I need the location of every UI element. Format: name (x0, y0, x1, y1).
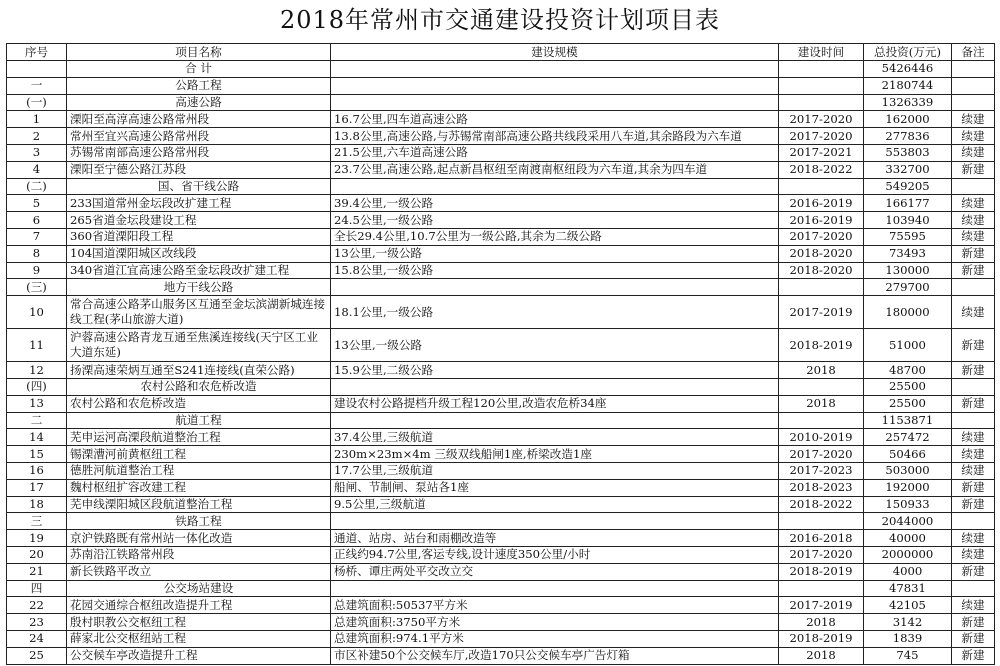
cell-investment: 5426446 (864, 61, 952, 78)
table-row (7, 580, 995, 597)
cell-investment: 549205 (864, 178, 952, 195)
cell-note (952, 279, 995, 296)
project-table (6, 43, 995, 665)
cell-note: 续建 (952, 195, 995, 212)
cell-time: 2017-2020 (779, 228, 864, 245)
cell-note: 新建 (952, 614, 995, 631)
table-row (7, 111, 995, 128)
table-row (7, 479, 995, 496)
table-row (7, 614, 995, 631)
table-row (7, 212, 995, 229)
cell-no: 23 (7, 614, 67, 631)
cell-scale (331, 77, 779, 94)
cell-project-name: 360省道溧阳段工程 (67, 228, 331, 245)
cell-scale: 总建筑面积:3750平方米 (331, 614, 779, 631)
cell-scale: 9.5公里,三级航道 (331, 496, 779, 513)
cell-note: 续建 (952, 597, 995, 614)
cell-project-name: 农村公路和农危桥改造 (67, 395, 331, 412)
header-cell-scale: 建设规模 (331, 44, 779, 61)
cell-note: 新建 (952, 362, 995, 379)
cell-project-name: 合 计 (67, 61, 331, 78)
cell-no: 10 (7, 296, 67, 329)
cell-investment: 332700 (864, 161, 952, 178)
cell-investment: 3142 (864, 614, 952, 631)
cell-scale: 全长29.4公里,10.7公里为一级公路,其余为二级公路 (331, 228, 779, 245)
cell-no: 三 (7, 513, 67, 530)
table-row (7, 395, 995, 412)
cell-time (779, 279, 864, 296)
cell-no: 13 (7, 395, 67, 412)
cell-no: 15 (7, 446, 67, 463)
cell-scale: 15.8公里,一级公路 (331, 262, 779, 279)
cell-investment: 150933 (864, 496, 952, 513)
cell-investment: 257472 (864, 429, 952, 446)
header-cell-name: 项目名称 (67, 44, 331, 61)
cell-time: 2018-2023 (779, 479, 864, 496)
table-row (7, 530, 995, 547)
cell-investment: 745 (864, 647, 952, 664)
cell-investment: 25500 (864, 378, 952, 395)
cell-no: 24 (7, 630, 67, 647)
cell-investment: 47831 (864, 580, 952, 597)
cell-note: 新建 (952, 647, 995, 664)
cell-investment: 75595 (864, 228, 952, 245)
cell-project-name: 沪蓉高速公路青龙互通至焦溪连接线(天宁区工业大道东延) (67, 329, 331, 362)
cell-note: 续建 (952, 429, 995, 446)
cell-time: 2018-2022 (779, 161, 864, 178)
cell-no: (二) (7, 178, 67, 195)
cell-no: (四) (7, 378, 67, 395)
cell-time: 2017-2020 (779, 128, 864, 145)
cell-scale: 建设农村公路提档升级工程120公里,改造农危桥34座 (331, 395, 779, 412)
cell-investment: 162000 (864, 111, 952, 128)
cell-time: 2018-2020 (779, 262, 864, 279)
cell-project-name: 德胜河航道整治工程 (67, 462, 331, 479)
cell-note: 续建 (952, 228, 995, 245)
cell-scale (331, 412, 779, 429)
table-row (7, 61, 995, 78)
cell-scale: 13公里,一级公路 (331, 245, 779, 262)
cell-scale: 230m×23m×4m 三级双线船闸1座,桥梁改造1座 (331, 446, 779, 463)
cell-time: 2017-2019 (779, 597, 864, 614)
header-cell-time: 建设时间 (779, 44, 864, 61)
cell-project-name: 340省道江宜高速公路至金坛段改扩建工程 (67, 262, 331, 279)
cell-scale (331, 513, 779, 530)
cell-scale: 总建筑面积:50537平方米 (331, 597, 779, 614)
cell-project-name: 扬溧高速荣炳互通至S241连接线(直荣公路) (67, 362, 331, 379)
cell-no: 9 (7, 262, 67, 279)
cell-no: 19 (7, 530, 67, 547)
cell-investment: 192000 (864, 479, 952, 496)
table-row (7, 630, 995, 647)
cell-no: 14 (7, 429, 67, 446)
cell-note (952, 513, 995, 530)
cell-project-name: 233国道常州金坛段改扩建工程 (67, 195, 331, 212)
cell-no: 16 (7, 462, 67, 479)
cell-investment: 1839 (864, 630, 952, 647)
table-row (7, 77, 995, 94)
cell-note: 续建 (952, 446, 995, 463)
cell-no: 一 (7, 77, 67, 94)
cell-time (779, 412, 864, 429)
cell-project-name: 104国道溧阳城区改线段 (67, 245, 331, 262)
table-row (7, 362, 995, 379)
cell-time (779, 580, 864, 597)
cell-project-name: 锡溧漕河前黄枢纽工程 (67, 446, 331, 463)
cell-scale (331, 178, 779, 195)
cell-no: 2 (7, 128, 67, 145)
cell-project-name: 农村公路和农危桥改造 (67, 378, 331, 395)
cell-scale: 23.7公里,高速公路,起点新昌枢纽至南渡南枢纽段为六车道,其余为四车道 (331, 161, 779, 178)
cell-time: 2017-2020 (779, 111, 864, 128)
cell-time: 2018 (779, 647, 864, 664)
cell-investment: 1153871 (864, 412, 952, 429)
table-row (7, 446, 995, 463)
cell-no: 17 (7, 479, 67, 496)
cell-time (779, 77, 864, 94)
cell-no: 二 (7, 412, 67, 429)
cell-project-name: 薛家北公交枢纽站工程 (67, 630, 331, 647)
table-row (7, 563, 995, 580)
cell-time: 2016-2018 (779, 530, 864, 547)
cell-scale (331, 580, 779, 597)
cell-time (779, 178, 864, 195)
cell-note: 新建 (952, 262, 995, 279)
cell-time: 2018-2019 (779, 630, 864, 647)
cell-project-name: 航道工程 (67, 412, 331, 429)
cell-time (779, 94, 864, 111)
cell-note: 续建 (952, 111, 995, 128)
cell-note: 新建 (952, 479, 995, 496)
table-row (7, 647, 995, 664)
cell-project-name: 魏村枢纽扩容改建工程 (67, 479, 331, 496)
cell-scale: 正线约94.7公里,客运专线,设计速度350公里/小时 (331, 546, 779, 563)
cell-scale: 13.8公里,高速公路,与苏锡常南部高速公路共线段采用八车道,其余路段为六车道 (331, 128, 779, 145)
cell-note: 续建 (952, 462, 995, 479)
cell-no (7, 61, 67, 78)
cell-note: 新建 (952, 161, 995, 178)
header-cell-investment: 总投资(万元) (864, 44, 952, 61)
cell-note: 新建 (952, 563, 995, 580)
page-title: 2018年常州市交通建设投资计划项目表 (279, 6, 721, 34)
cell-scale: 15.9公里,二级公路 (331, 362, 779, 379)
cell-investment: 50466 (864, 446, 952, 463)
cell-scale (331, 61, 779, 78)
cell-scale: 39.4公里,一级公路 (331, 195, 779, 212)
cell-note: 新建 (952, 496, 995, 513)
cell-investment: 48700 (864, 362, 952, 379)
cell-project-name: 地方干线公路 (67, 279, 331, 296)
cell-no: 12 (7, 362, 67, 379)
cell-no: (一) (7, 94, 67, 111)
table-row (7, 378, 995, 395)
table-row (7, 245, 995, 262)
cell-time (779, 513, 864, 530)
cell-investment: 103940 (864, 212, 952, 229)
cell-no: 18 (7, 496, 67, 513)
table-header-row (7, 44, 995, 61)
cell-scale: 市区补建50个公交候车厅,改造170只公交候车亭广告灯箱 (331, 647, 779, 664)
table-row (7, 546, 995, 563)
cell-project-name: 苏锡常南部高速公路常州段 (67, 144, 331, 161)
cell-scale: 37.4公里,三级航道 (331, 429, 779, 446)
table-row (7, 94, 995, 111)
header-cell-no: 序号 (7, 44, 67, 61)
cell-scale: 船闸、节制闸、泵站各1座 (331, 479, 779, 496)
cell-project-name: 苏南沿江铁路常州段 (67, 546, 331, 563)
cell-investment: 42105 (864, 597, 952, 614)
cell-scale: 21.5公里,六车道高速公路 (331, 144, 779, 161)
cell-project-name: 公交场站建设 (67, 580, 331, 597)
cell-note: 新建 (952, 630, 995, 647)
table-row (7, 178, 995, 195)
cell-no: 3 (7, 144, 67, 161)
table-row (7, 228, 995, 245)
cell-no: 8 (7, 245, 67, 262)
cell-note: 续建 (952, 530, 995, 547)
cell-scale: 16.7公里,四车道高速公路 (331, 111, 779, 128)
table-row (7, 329, 995, 362)
cell-investment: 180000 (864, 296, 952, 329)
cell-investment: 25500 (864, 395, 952, 412)
cell-note: 新建 (952, 395, 995, 412)
cell-no: 25 (7, 647, 67, 664)
cell-investment: 553803 (864, 144, 952, 161)
cell-investment: 1326339 (864, 94, 952, 111)
cell-scale: 17.7公里,三级航道 (331, 462, 779, 479)
cell-scale: 24.5公里,一级公路 (331, 212, 779, 229)
cell-no: (三) (7, 279, 67, 296)
cell-investment: 130000 (864, 262, 952, 279)
cell-project-name: 常合高速公路茅山服务区互通至金坛滨湖新城连接线工程(茅山旅游大道) (67, 296, 331, 329)
cell-investment: 4000 (864, 563, 952, 580)
table-row (7, 195, 995, 212)
cell-note (952, 77, 995, 94)
cell-no: 11 (7, 329, 67, 362)
cell-project-name: 公路工程 (67, 77, 331, 94)
cell-time: 2017-2021 (779, 144, 864, 161)
cell-time: 2017-2020 (779, 446, 864, 463)
cell-project-name: 京沪铁路既有常州站一体化改造 (67, 530, 331, 547)
cell-note (952, 178, 995, 195)
cell-note (952, 94, 995, 111)
cell-project-name: 265省道金坛段建设工程 (67, 212, 331, 229)
cell-no: 21 (7, 563, 67, 580)
cell-note (952, 412, 995, 429)
cell-time: 2016-2019 (779, 212, 864, 229)
cell-no: 6 (7, 212, 67, 229)
cell-time: 2017-2023 (779, 462, 864, 479)
cell-time: 2017-2020 (779, 546, 864, 563)
cell-note: 新建 (952, 245, 995, 262)
cell-note: 续建 (952, 212, 995, 229)
table-row (7, 462, 995, 479)
header-cell-note: 备注 (952, 44, 995, 61)
cell-note: 续建 (952, 546, 995, 563)
cell-investment: 51000 (864, 329, 952, 362)
cell-no: 5 (7, 195, 67, 212)
cell-time (779, 61, 864, 78)
cell-investment: 2180744 (864, 77, 952, 94)
table-row (7, 279, 995, 296)
cell-project-name: 芜申线溧阳城区段航道整治工程 (67, 496, 331, 513)
cell-investment: 166177 (864, 195, 952, 212)
cell-project-name: 殷村职教公交枢纽工程 (67, 614, 331, 631)
cell-scale: 杨桥、谭庄两处平交改立交 (331, 563, 779, 580)
cell-investment: 277836 (864, 128, 952, 145)
table-row (7, 262, 995, 279)
table-row (7, 429, 995, 446)
cell-investment: 503000 (864, 462, 952, 479)
cell-project-name: 公交候车亭改造提升工程 (67, 647, 331, 664)
table-row (7, 144, 995, 161)
cell-note: 新建 (952, 329, 995, 362)
cell-time: 2018 (779, 362, 864, 379)
cell-scale: 总建筑面积:974.1平方米 (331, 630, 779, 647)
cell-no: 四 (7, 580, 67, 597)
cell-no: 4 (7, 161, 67, 178)
cell-note (952, 580, 995, 597)
cell-scale: 13公里,一级公路 (331, 329, 779, 362)
cell-time: 2018-2022 (779, 496, 864, 513)
cell-project-name: 高速公路 (67, 94, 331, 111)
cell-no: 20 (7, 546, 67, 563)
cell-investment: 279700 (864, 279, 952, 296)
cell-project-name: 常州至宜兴高速公路常州段 (67, 128, 331, 145)
cell-note: 续建 (952, 144, 995, 161)
cell-project-name: 花园交通综合枢纽改造提升工程 (67, 597, 331, 614)
cell-no: 22 (7, 597, 67, 614)
cell-time: 2017-2019 (779, 296, 864, 329)
cell-project-name: 国、省干线公路 (67, 178, 331, 195)
cell-note (952, 378, 995, 395)
table-row (7, 597, 995, 614)
cell-note (952, 61, 995, 78)
table-row (7, 161, 995, 178)
table-row (7, 128, 995, 145)
cell-time: 2018-2019 (779, 563, 864, 580)
cell-project-name: 新长铁路平改立 (67, 563, 331, 580)
cell-investment: 40000 (864, 530, 952, 547)
cell-note: 续建 (952, 128, 995, 145)
cell-no: 1 (7, 111, 67, 128)
cell-time (779, 378, 864, 395)
cell-scale: 18.1公里,一级公路 (331, 296, 779, 329)
cell-time: 2018-2020 (779, 245, 864, 262)
cell-investment: 2044000 (864, 513, 952, 530)
cell-note: 续建 (952, 296, 995, 329)
cell-time: 2016-2019 (779, 195, 864, 212)
cell-project-name: 芜申运河高溧段航道整治工程 (67, 429, 331, 446)
cell-scale (331, 94, 779, 111)
cell-scale (331, 279, 779, 296)
cell-project-name: 铁路工程 (67, 513, 331, 530)
cell-project-name: 溧阳至宁德公路江苏段 (67, 161, 331, 178)
table-row (7, 412, 995, 429)
table-row (7, 296, 995, 329)
cell-time: 2018-2019 (779, 329, 864, 362)
cell-investment: 73493 (864, 245, 952, 262)
cell-project-name: 溧阳至高淳高速公路常州段 (67, 111, 331, 128)
cell-time: 2010-2019 (779, 429, 864, 446)
table-row (7, 496, 995, 513)
cell-scale (331, 378, 779, 395)
cell-time: 2018 (779, 395, 864, 412)
cell-scale: 通道、站房、站台和雨棚改造等 (331, 530, 779, 547)
cell-no: 7 (7, 228, 67, 245)
cell-time: 2018 (779, 614, 864, 631)
cell-investment: 2000000 (864, 546, 952, 563)
table-row (7, 513, 995, 530)
